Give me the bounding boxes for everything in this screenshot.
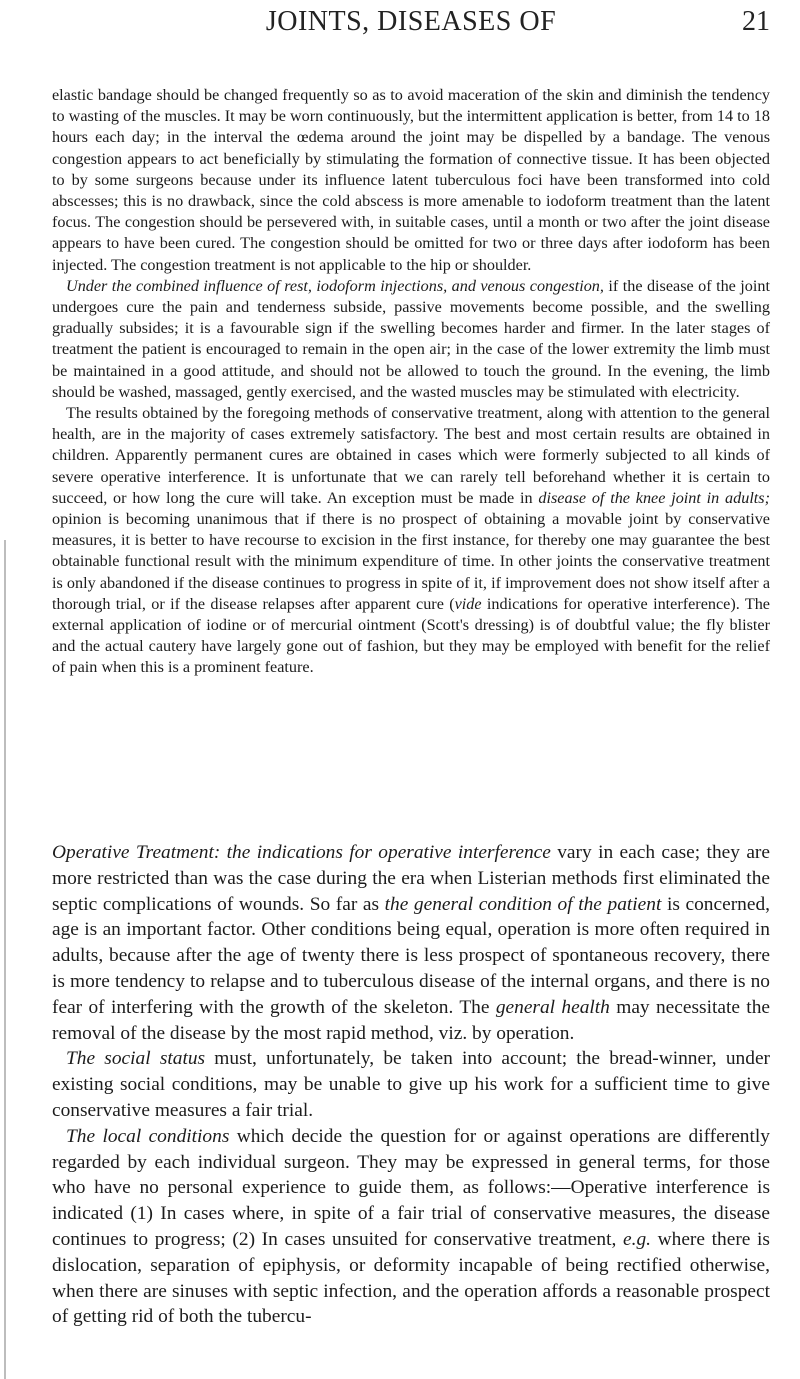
paragraph xyxy=(52,1124,770,1330)
paragraph xyxy=(52,840,770,1046)
italic-run: disease of the knee joint in adults; xyxy=(538,488,770,507)
page-header xyxy=(52,6,770,66)
text-run: may necessitate the removal of the disease by the most rapid method, viz. by operation. xyxy=(52,996,770,1044)
paragraph xyxy=(52,1046,770,1123)
italic-run: e.g. xyxy=(622,1228,651,1250)
main-text-section xyxy=(52,840,770,1330)
italic-run: Operative Treatment: the indications for operative interference xyxy=(52,842,551,863)
paragraph xyxy=(52,85,770,276)
italic-run: The social status xyxy=(66,1048,206,1070)
text-run: if the disease of the joint undergoes cure the pain and tenderness subside, passive movements become possible, and the swelling gradually subsides; it is a favourable sign if the swelling becomes harder and firmer. In the later stages of treatment the patient is encouraged to remain in the open air; in the case of the lower extremity the limb must be maintained in a good attitude, and should not be allowed to touch the ground. In the evening, the limb should be washed, massaged, gently exercised, and the wasted muscles may be stimulated with electricity. xyxy=(52,276,770,401)
text-run: is concerned, age is an important factor. Other conditions being equal, operation is more often required in adults, because after the age of twenty there is less prospect of spontaneous recovery, there is more tendency to relapse and to tuberculous disease of the internal organs, and there is no fear of interfering with the growth of the skeleton. The xyxy=(52,893,770,1018)
paragraph xyxy=(52,276,770,403)
italic-run: vide xyxy=(454,594,482,613)
text-run: which decide the question for or against operations are differently regarded by each individual surgeon. They may be expressed in general terms, for those who have no personal experience to guide them, as follows:—Operative interference is indicated (1) In cases where, in spite of a fair trial of conservative measures, the disease continues to progress; (2) In cases unsuited for conservative treatment, xyxy=(52,1125,770,1250)
page-edge-rule xyxy=(4,540,6,1379)
italic-run: Under the combined influence of rest, iodoform injections, and venous congestion, xyxy=(66,276,604,295)
text-run: where there is dislocation, separation of epiphysis, or deformity incapable of being rectified otherwise, when there are sinuses with septic infection, and the operation affords a reasonable prospect of getting rid of both the tubercu- xyxy=(52,1228,770,1328)
text-run: opinion is becoming unanimous that if there is no prospect of obtaining a movable joint by conservative measures, it is better to have recourse to excision in the first instance, for thereby one may guarantee the best obtainable functional result with the minimum expenditure of time. In other joints the conservative treatment is only abandoned if the disease continues to progress in spite of it, if improvement does not show itself after a thorough trial, or if the disease relapses after apparent cure ( xyxy=(52,510,770,613)
text-run: The results obtained by the foregoing methods of conservative treatment, along with attention to the general health, are in the majority of cases extremely satisfactory. The best and most certain results are obtained in children. Apparently permanent cures are obtained in cases which were formerly subjected to all kinds of severe operative interference. It is unfortunate that we can rarely tell beforehand whether it is certain to succeed, or how long the cure will take. An exception must be made in xyxy=(52,404,770,507)
paragraph xyxy=(52,403,770,679)
italic-run: general health xyxy=(495,996,610,1018)
text-run: indications for operative interference). The external application of iodine or of mercurial ointment (Scott's dressing) is of doubtful value; the fly blister and the actual cautery have largely gone out of fashion, but they may be employed with benefit for the relief of pain when this is a prominent feature. xyxy=(52,594,770,677)
running-head: JOINTS, DISEASES OF xyxy=(265,6,557,37)
text-run: must, unfortunately, be taken into account; the bread-winner, under existing social conditions, may be unable to give up his work for a sufficient time to give conservative measures a fair trial. xyxy=(52,1048,771,1121)
italic-run: the general condition of the patient xyxy=(384,893,662,915)
page-number: 21 xyxy=(742,6,770,37)
italic-run: The local conditions xyxy=(66,1125,230,1147)
small-print-section xyxy=(52,85,770,679)
text-run: elastic bandage should be changed frequently so as to avoid maceration of the skin and diminish the tendency to wasting of the muscles. It may be worn continuously, but the intermittent application is better, from 14 to 18 hours each day; in the interval the œdema around the joint may be dispelled by a bandage. The venous congestion appears to act beneficially by stimulating the formation of connective tissue. It has been objected to by some surgeons because under its influence latent tuberculous foci have been transformed into cold abscesses; this is no drawback, since the cold abscess is more amenable to iodoform treatment than the latent focus. The congestion should be persevered with, in suitable cases, until a month or two after the joint disease appears to have been cured. The congestion should be omitted for two or three days after iodoform has been injected. The congestion treatment is not applicable to the hip or shoulder. xyxy=(52,86,770,274)
text-run: vary in each case; they are more restricted than was the case during the era when Listerian methods first eliminated the septic complications of wounds. So far as xyxy=(52,842,770,915)
